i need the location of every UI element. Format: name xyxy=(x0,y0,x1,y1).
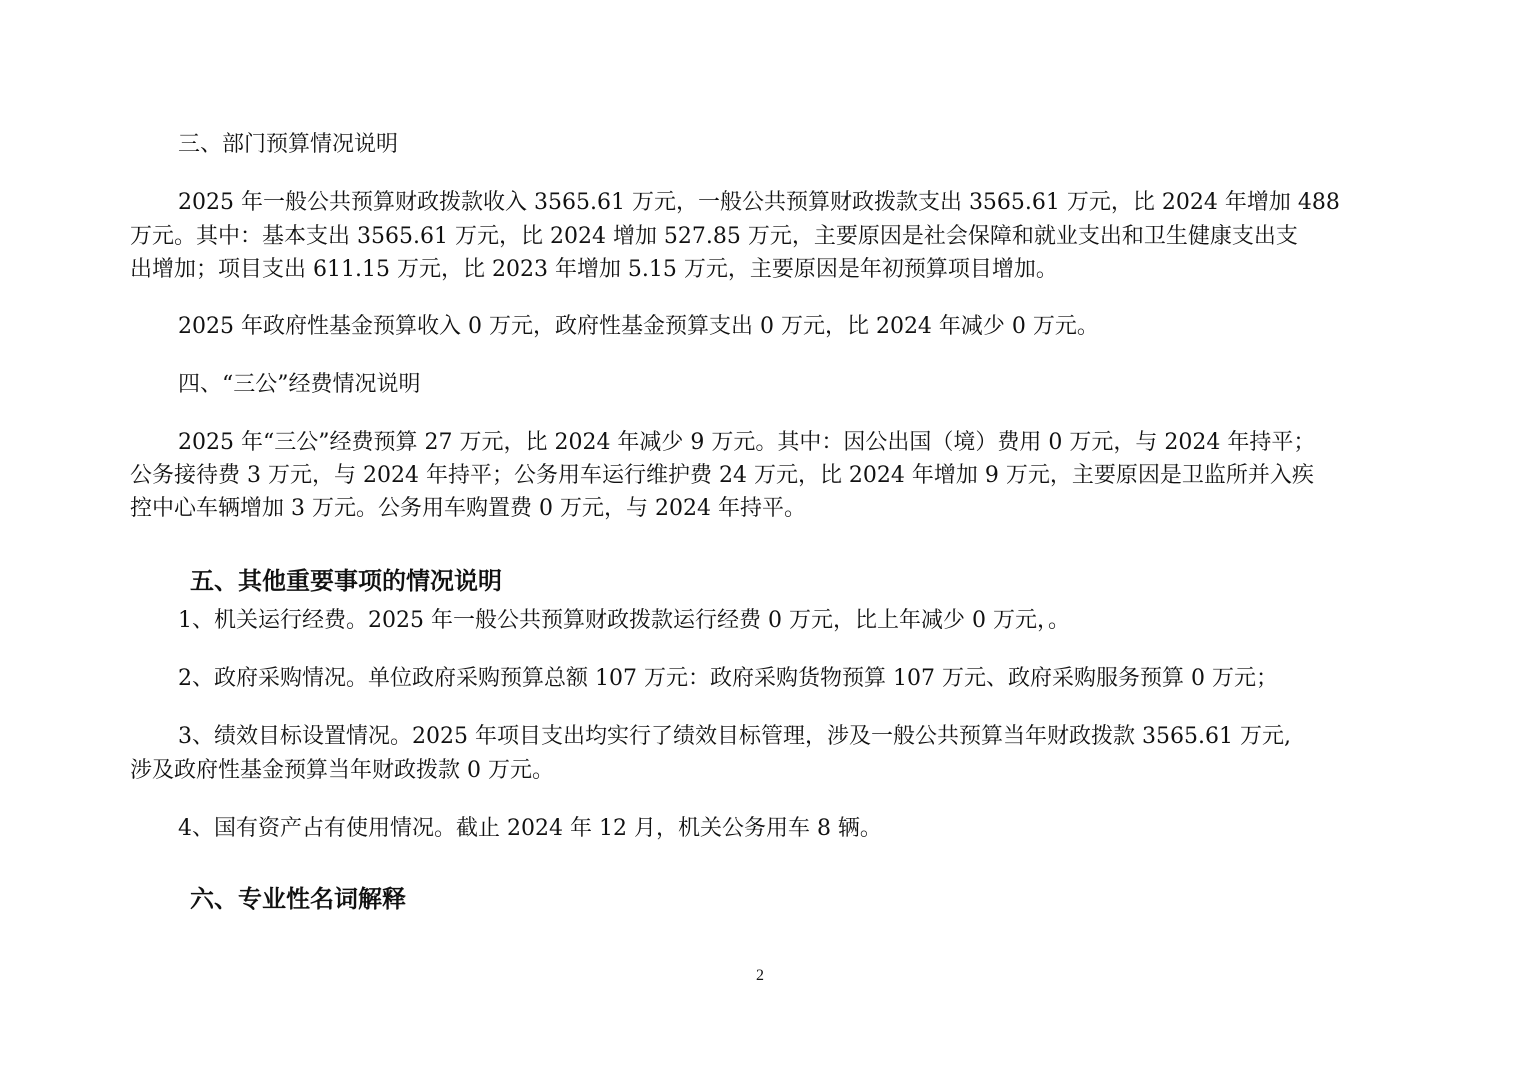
section-3-paragraph-1-line-2: 万元。其中：基本支出 3565.61 万元，比 2024 增加 527.85 万元，主要原因是社会保障和就业支出和卫生健康支出支 xyxy=(130,224,1298,249)
section-6-heading: 六、专业性名词解释 xyxy=(190,885,406,913)
section-4-heading: 四、“三公”经费情况说明 xyxy=(178,372,421,397)
section-5-item-1: 1、机关运行经费。2025 年一般公共预算财政拨款运行经费 0 万元，比上年减少 0 万元，。 xyxy=(178,608,1070,633)
section-3-heading: 三、部门预算情况说明 xyxy=(178,132,399,157)
section-4-paragraph-line-3: 控中心车辆增加 3 万元。公务用车购置费 0 万元，与 2024 年持平。 xyxy=(130,496,806,521)
section-5-item-3-line-2: 涉及政府性基金预算当年财政拨款 0 万元。 xyxy=(130,758,554,783)
section-5-item-3-line-1: 3、绩效目标设置情况。2025 年项目支出均实行了绩效目标管理，涉及一般公共预算当年财政拨款 3565.61 万元, xyxy=(178,724,1291,749)
section-3-paragraph-2: 2025 年政府性基金预算收入 0 万元，政府性基金预算支出 0 万元，比 2024 年减少 0 万元。 xyxy=(178,314,1099,339)
page-number: 2 xyxy=(756,967,764,984)
section-5-item-2: 2、政府采购情况。单位政府采购预算总额 107 万元：政府采购货物预算 107 万元、政府采购服务预算 0 万元； xyxy=(178,666,1278,691)
section-3-paragraph-1-line-1: 2025 年一般公共预算财政拨款收入 3565.61 万元，一般公共预算财政拨款支出 3565.61 万元，比 2024 年增加 488 xyxy=(178,190,1340,215)
section-5-heading: 五、其他重要事项的情况说明 xyxy=(190,567,502,595)
section-4-paragraph-line-1: 2025 年“三公”经费预算 27 万元，比 2024 年减少 9 万元。其中：因公出国（境）费用 0 万元，与 2024 年持平； xyxy=(178,430,1316,455)
section-4-paragraph-line-2: 公务接待费 3 万元，与 2024 年持平；公务用车运行维护费 24 万元，比 2024 年增加 9 万元，主要原因是卫监所并入疾 xyxy=(130,463,1314,488)
section-5-item-4: 4、国有资产占有使用情况。截止 2024 年 12 月，机关公务用车 8 辆。 xyxy=(178,816,882,841)
section-3-paragraph-1-line-3: 出增加；项目支出 611.15 万元，比 2023 年增加 5.15 万元，主要原因是年初预算项目增加。 xyxy=(130,257,1058,282)
